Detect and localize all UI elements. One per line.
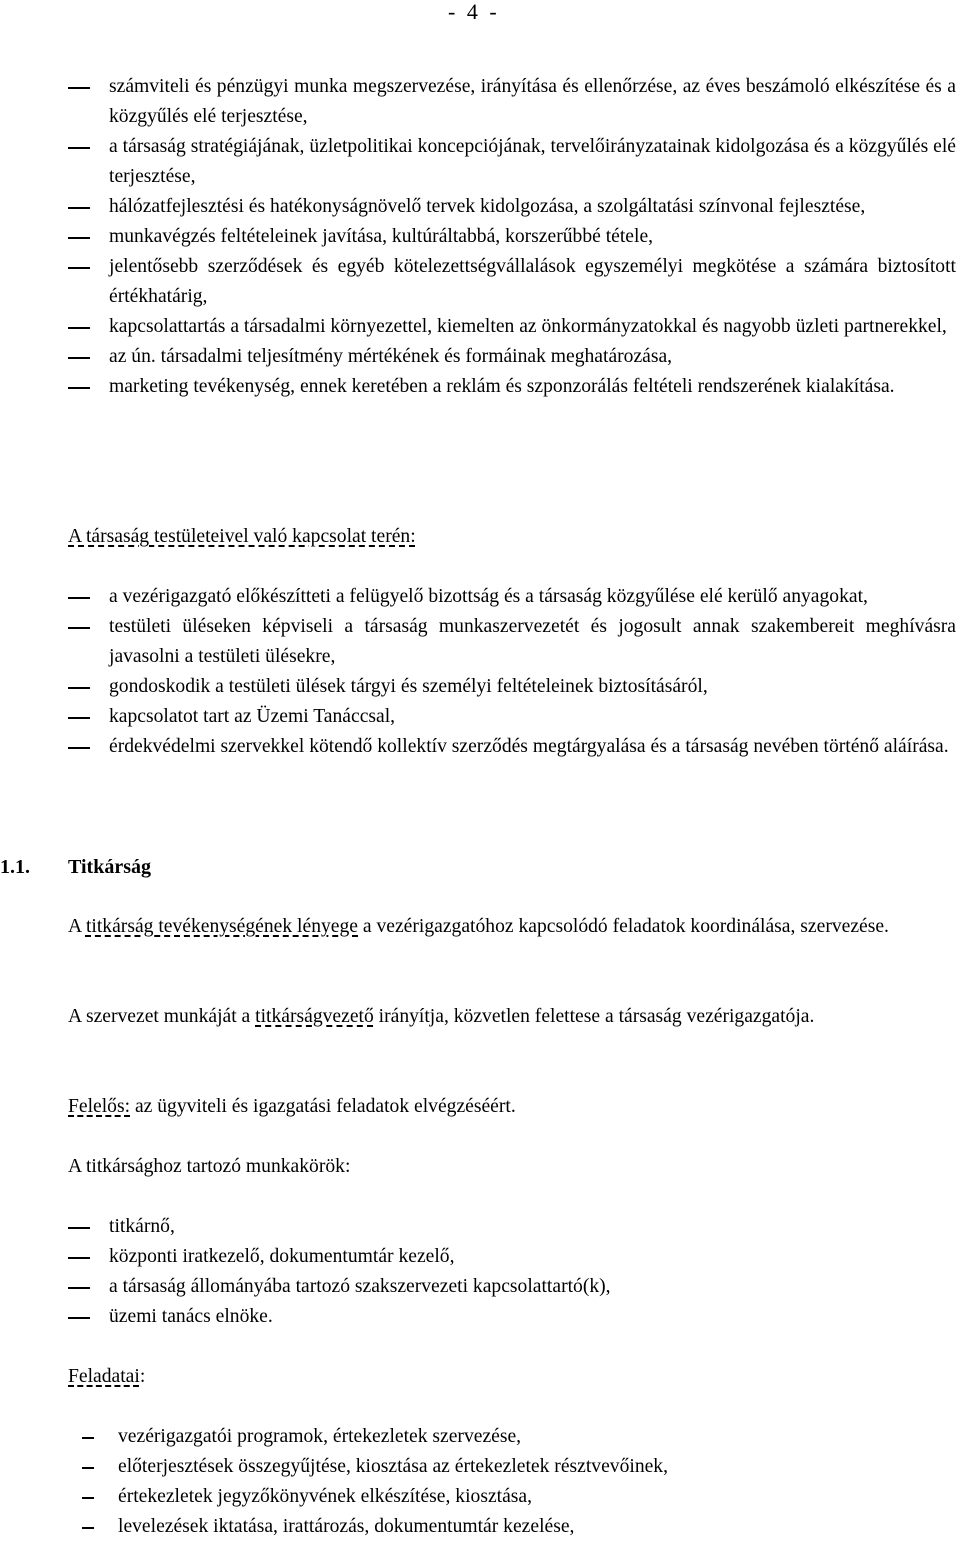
list-item: munkavégzés feltételeinek javítása, kultúráltabbá, korszerűbbé tétele, <box>109 226 654 247</box>
section-heading-titkarsag <box>0 852 151 882</box>
list-item: levelezések iktatása, irattározás, dokumentumtár kezelése, <box>118 1516 575 1537</box>
list-item: gondoskodik a testületi ülések tárgyi és személyi feltételeinek biztosításáról, <box>109 676 708 697</box>
list-item: érdekvédelmi szervekkel kötendő kollektív szerződés megtárgyalása és a társaság nevében történő aláírása. <box>109 736 949 757</box>
section-title: Titkárság <box>68 856 151 878</box>
list-item: számviteli és pénzügyi munka megszervezése, irányítása és ellenőrzése, az éves beszámoló elkészítése és a közgyűlés elé terjesztése, <box>109 76 956 127</box>
paragraph-feladatai: Feladatai: <box>68 1366 146 1387</box>
list-item: marketing tevékenység, ennek keretében a reklám és szponzorálás feltételi rendszerének kialakítása. <box>109 376 895 397</box>
list-item: a vezérigazgató előkészítteti a felügyelő bizottság és a társaság közgyűlése elé kerülő anyagokat, <box>109 586 868 607</box>
list-item: üzemi tanács elnöke. <box>109 1306 273 1327</box>
list-item: a társaság állományába tartozó szakszervezeti kapcsolattartó(k), <box>109 1276 611 1297</box>
list-item: jelentősebb szerződések és egyéb kötelezettségvállalások egyszemélyi megkötése a számára biztosított értékhatárig, <box>109 256 956 307</box>
job-roles-list <box>68 1212 956 1332</box>
board-relations-list <box>68 582 956 762</box>
list-item: az ún. társadalmi teljesítmény mértékének és formáinak meghatározása, <box>109 346 673 367</box>
paragraph-munkakorok: A titkársághoz tartozó munkakörök: <box>68 1156 351 1177</box>
section-heading-testuletek: A társaság testületeivel való kapcsolat terén: <box>68 526 416 547</box>
section-number: 1.1. <box>0 856 30 878</box>
responsibilities-list <box>68 72 956 402</box>
list-item: központi iratkezelő, dokumentumtár kezelő, <box>109 1246 455 1267</box>
paragraph-lenyege: A titkárság tevékenységének lényege a vezérigazgatóhoz kapcsolódó feladatok koordinálása, szervezése. <box>68 916 889 937</box>
list-item: testületi üléseken képviseli a társaság munkaszervezetét és jogosult annak szakembereit meghívásra javasolni a testületi ülésekre, <box>109 616 956 667</box>
list-item: a társaság stratégiájának, üzletpolitikai koncepciójának, tervelőirányzatainak kidolgozása és a közgyűlés elé terjesztése, <box>109 136 956 187</box>
tasks-list <box>82 1422 942 1542</box>
list-item: hálózatfejlesztési és hatékonyságnövelő tervek kidolgozása, a szolgáltatási színvonal fejlesztése, <box>109 196 866 217</box>
list-item: titkárnő, <box>109 1216 175 1237</box>
list-item: vezérigazgatói programok, értekezletek szervezése, <box>118 1426 522 1447</box>
list-item: kapcsolattartás a társadalmi környezettel, kiemelten az önkormányzatokkal és nagyobb üzleti partnerekkel, <box>109 316 947 337</box>
paragraph-titkarsagvezeto: A szervezet munkáját a titkárságvezető irányítja, közvetlen felettese a társaság vezérigazgatója. <box>68 1006 815 1027</box>
page-number: - 4 - <box>448 0 500 24</box>
paragraph-felelos: Felelős: az ügyviteli és igazgatási feladatok elvégzéséért. <box>68 1096 516 1117</box>
list-item: előterjesztések összegyűjtése, kiosztása az értekezletek résztvevőinek, <box>118 1456 669 1477</box>
list-item: kapcsolatot tart az Üzemi Tanáccsal, <box>109 706 396 727</box>
list-item: értekezletek jegyzőkönyvének elkészítése, kiosztása, <box>118 1486 533 1507</box>
